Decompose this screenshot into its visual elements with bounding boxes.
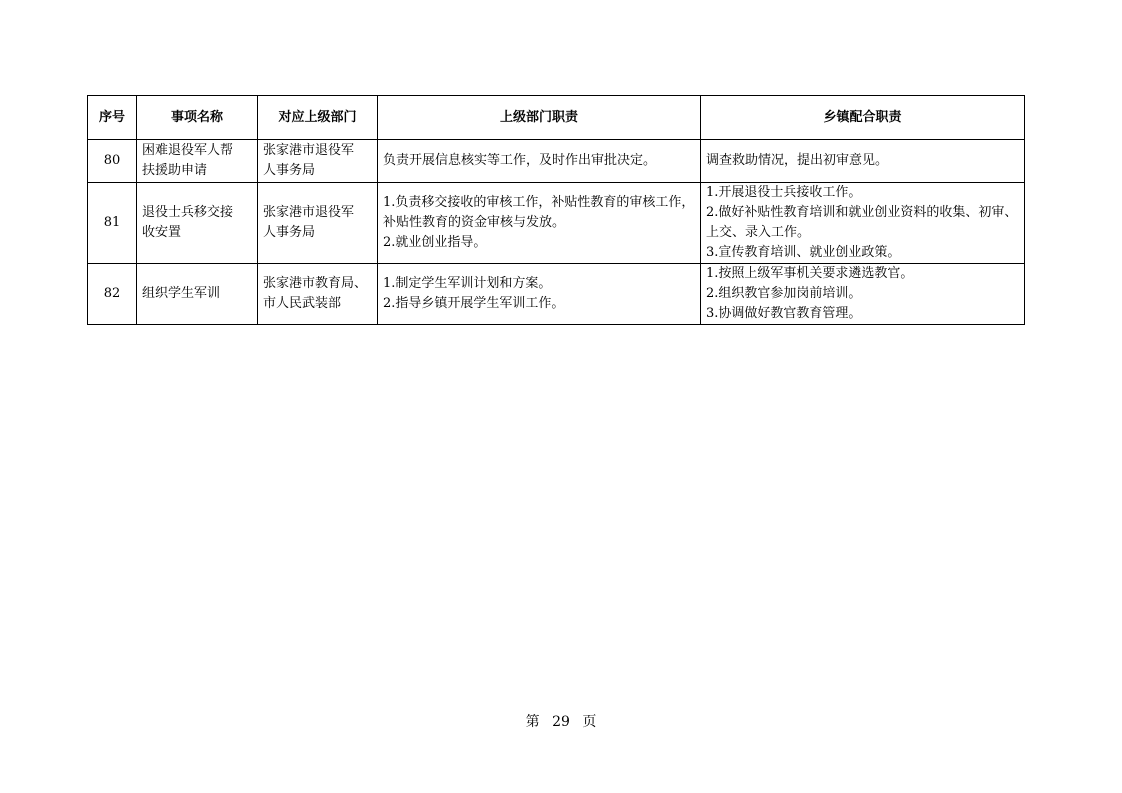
header-item: 事项名称 — [137, 96, 258, 140]
town-duty-line: 调查救助情况，提出初审意见。 — [706, 153, 889, 168]
item-line: 收安置 — [142, 225, 182, 240]
header-town: 乡镇配合职责 — [701, 96, 1025, 140]
row-item — [137, 264, 258, 325]
row-upper-duty — [378, 264, 701, 325]
upper-duty-line: 1.负责移交接收的审核工作，补贴性教育的审核工作，补贴性教育的资金审核与发放。 — [383, 195, 695, 230]
row-no: 81 — [88, 183, 137, 264]
page-prefix: 第 — [525, 714, 540, 730]
upper-duty-line: 2.指导乡镇开展学生军训工作。 — [383, 296, 565, 311]
page-suffix: 页 — [582, 714, 597, 730]
page-footer — [0, 712, 1122, 732]
upper-duty-line: 负责开展信息核实等工作，及时作出审批决定。 — [383, 153, 657, 168]
row-upper-duty — [378, 140, 701, 183]
row-no: 80 — [88, 140, 137, 183]
row-town-duty — [701, 183, 1025, 264]
table-row — [88, 183, 1025, 264]
dept-line: 张家港市退役军 — [263, 143, 355, 158]
row-item — [137, 140, 258, 183]
town-duty-line: 2.组织教官参加岗前培训。 — [706, 286, 862, 301]
dept-line: 张家港市退役军 — [263, 205, 355, 220]
town-duty-line: 2.做好补贴性教育培训和就业创业资料的收集、初审、上交、录入工作。 — [706, 205, 1018, 240]
upper-duty-line: 1.制定学生军训计划和方案。 — [383, 276, 552, 291]
dept-line: 张家港市教育局、 — [263, 276, 368, 291]
row-dept — [258, 183, 378, 264]
header-upper: 上级部门职责 — [378, 96, 701, 140]
row-dept — [258, 140, 378, 183]
row-dept — [258, 264, 378, 325]
table-row — [88, 264, 1025, 325]
item-line: 扶援助申请 — [142, 163, 208, 178]
header-no: 序号 — [88, 96, 137, 140]
town-duty-line: 1.开展退役士兵接收工作。 — [706, 185, 862, 200]
upper-duty-line: 2.就业创业指导。 — [383, 235, 487, 250]
table-header-row — [88, 96, 1025, 140]
row-town-duty — [701, 264, 1025, 325]
header-dept: 对应上级部门 — [258, 96, 378, 140]
row-town-duty — [701, 140, 1025, 183]
town-duty-line: 3.宣传教育培训、就业创业政策。 — [706, 245, 901, 260]
row-no: 82 — [88, 264, 137, 325]
dept-line: 市人民武装部 — [263, 296, 342, 311]
item-line: 组织学生军训 — [142, 286, 221, 301]
town-duty-line: 3.协调做好教官教育管理。 — [706, 306, 862, 321]
page-number: 29 — [552, 714, 570, 730]
town-duty-line: 1.按照上级军事机关要求遴选教官。 — [706, 266, 914, 281]
row-upper-duty — [378, 183, 701, 264]
item-line: 退役士兵移交接 — [142, 205, 234, 220]
row-item — [137, 183, 258, 264]
duty-table — [87, 95, 1025, 325]
dept-line: 人事务局 — [263, 225, 316, 240]
table-row — [88, 140, 1025, 183]
dept-line: 人事务局 — [263, 163, 316, 178]
item-line: 困难退役军人帮 — [142, 143, 234, 158]
